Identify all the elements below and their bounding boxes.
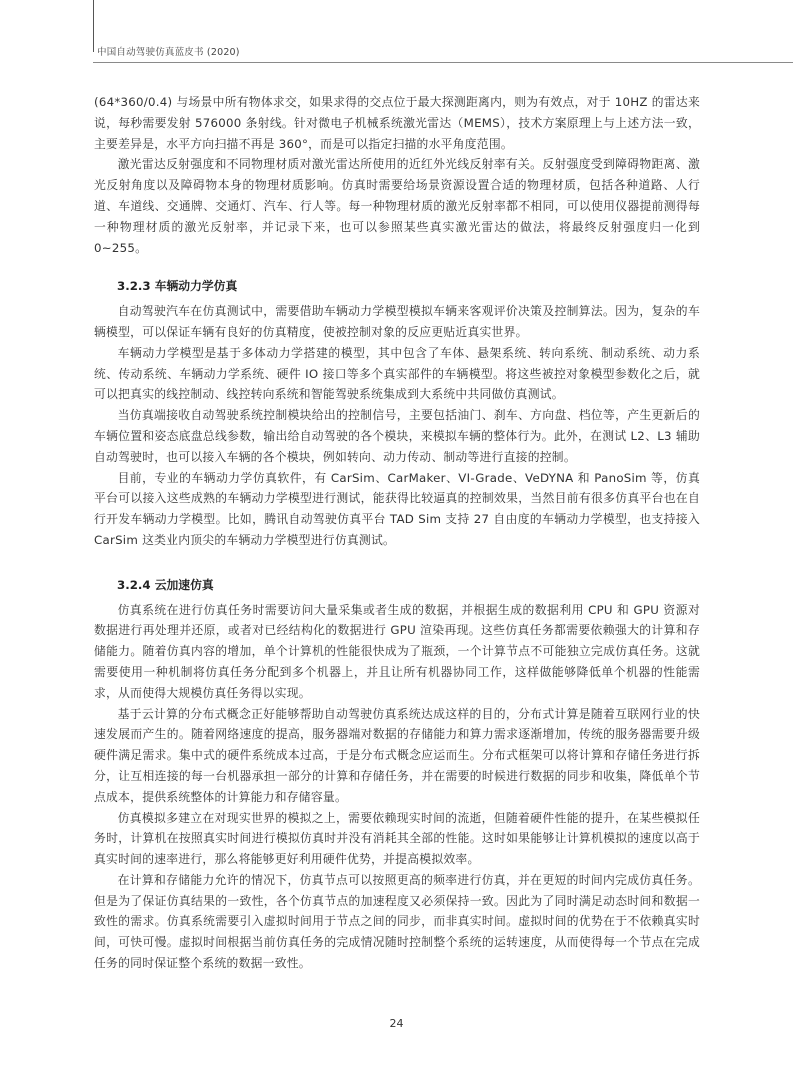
page-number: 24 bbox=[389, 1017, 404, 1030]
header-vertical-rule bbox=[93, 0, 94, 52]
paragraph-cloud-2: 基于云计算的分布式概念正好能够帮助自动驾驶仿真系统达成这样的目的，分布式计算是随着互联网行业的快速发展而产生的。随着网络速度的提高，服务器端对数据的存储能力和算力需求逐渐增加，传统的服务器需要升级硬件满足需求。集中式的硬件系统成本过高，于是分布式概念应运而生。分布式框架可以将计算和存储任务进行拆分，让互相连接的每一台机器承担一部分的计算和存储任务，并在需要的时候进行数据的同步和收集，降低单个节点成本，提供系统整体的计算能力和存储容量。 bbox=[94, 706, 700, 804]
paragraph-vehicle-dynamics-4: 目前，专业的车辆动力学仿真软件，有 CarSim、CarMaker、VI-Grade、VeDYNA 和 PanoSim 等，仿真平台可以接入这些成熟的车辆动力学模型进行测试，能获得比较逼真的控制效果，当然目前有很多仿真平台也在自行开发车辆动力学模型。比如，腾讯自动驾驶仿真平台 TAD Sim 支持 27 自由度的车辆动力学模型，也支持接入 CarSim 这类业内顶尖的车辆动力学模型进行仿真测试。 bbox=[94, 470, 700, 547]
header-horizontal-rule bbox=[93, 62, 793, 63]
paragraph-lidar-rays: (64*360/0.4) 与场景中所有物体求交，如果求得的交点位于最大探测距离内，则为有效点，对于 10HZ 的雷达来说，每秒需要发射 576000 条射线。针对微电子机械系统激光雷达（MEMS），技术方案原理上与上述方法一致，主要差异是，水平方向扫描不再是 360°，而是可以指定扫描的水平角度范围。 bbox=[94, 95, 700, 151]
paragraph-vehicle-dynamics-2: 车辆动力学模型是基于多体动力学搭建的模型，其中包含了车体、悬架系统、转向系统、制动系统、动力系统、传动系统、车辆动力学系统、硬件 IO 接口等多个真实部件的车辆模型。将这些被控对象模型参数化之后，就可以把真实的线控制动、线控转向系统和智能驾驶系统集成到大系统中共同做仿真测试。 bbox=[94, 345, 700, 402]
paragraph-cloud-3: 仿真模拟多建立在对现实世界的模拟之上，需要依赖现实时间的流逝，但随着硬件性能的提升，在某些模拟任务时，计算机在按照真实时间进行模拟仿真时并没有消耗其全部的性能。这时如果能够让计算机模拟的速度以高于真实时间的速率进行，那么将能够更好利用硬件优势，并提高模拟效率。 bbox=[94, 810, 700, 867]
section-heading-cloud-acceleration: 3.2.4 云加速仿真 bbox=[117, 577, 214, 592]
paragraph-vehicle-dynamics-3: 当仿真端接收自动驾驶系统控制模块给出的控制信号，主要包括油门、刹车、方向盘、档位等，产生更新后的车辆位置和姿态底盘总线参数，输出给自动驾驶的各个模块，来模拟车辆的整体行为。此外，在测试 L2、L3 辅助自动驾驶时，也可以接入车辆的各个模块，例如转向、动力传动、制动等进行直接的控制。 bbox=[94, 408, 700, 464]
section-heading-vehicle-dynamics: 3.2.3 车辆动力学仿真 bbox=[117, 279, 238, 294]
running-header-title: 中国自动驾驶仿真蓝皮书 (2020) bbox=[97, 47, 240, 58]
paragraph-lidar-reflectance: 激光雷达反射强度和不同物理材质对激光雷达所使用的近红外光线反射率有关。反射强度受到障碍物距离、激光反射角度以及障碍物本身的物理材质影响。仿真时需要给场景资源设置合适的物理材质，包括各种道路、人行道、车道线、交通牌、交通灯、汽车、行人等。每一种物理材质的激光反射率都不相同，可以使用仪器提前测得每一种物理材质的激光反射率，并记录下来，也可以参照某些真实激光雷达的做法，将最终反射强度归一化到 0~255。 bbox=[94, 157, 700, 255]
page-body bbox=[94, 92, 700, 974]
paragraph-cloud-4: 在计算和存储能力允许的情况下，仿真节点可以按照更高的频率进行仿真，并在更短的时间内完成仿真任务。但是为了保证仿真结果的一致性，各个仿真节点的加速程度又必须保持一致。因此为了同时满足动态时间和数据一致性的需求。仿真系统需要引入虚拟时间用于节点之间的同步，而非真实时间。虚拟时间的优势在于不依赖真实时间，可快可慢。虚拟时间根据当前仿真任务的完成情况随时控制整个系统的运转速度，从而使得每一个节点在完成任务的同时保证整个系统的数据一致性。 bbox=[94, 872, 700, 971]
paragraph-vehicle-dynamics-1: 自动驾驶汽车在仿真测试中，需要借助车辆动力学模型模拟车辆来客观评价决策及控制算法。因为，复杂的车辆模型，可以保证车辆有良好的仿真精度，使被控制对象的反应更贴近真实世界。 bbox=[94, 304, 700, 339]
paragraph-cloud-1: 仿真系统在进行仿真任务时需要访问大量采集或者生成的数据，并根据生成的数据利用 CPU 和 GPU 资源对数据进行再处理并还原，或者对已经结构化的数据进行 GPU 渲染再现。这些仿真任务都需要依赖强大的计算和存储能力。随着仿真内容的增加，单个计算机的性能很快成为了瓶颈，一个计算节点不可能独立完成仿真任务。这就需要使用一种机制将仿真任务分配到多个机器上，并且让所有机器协同工作，这样做能够降低单个机器的性能需求，从而使得大规模仿真任务得以实现。 bbox=[94, 602, 700, 700]
